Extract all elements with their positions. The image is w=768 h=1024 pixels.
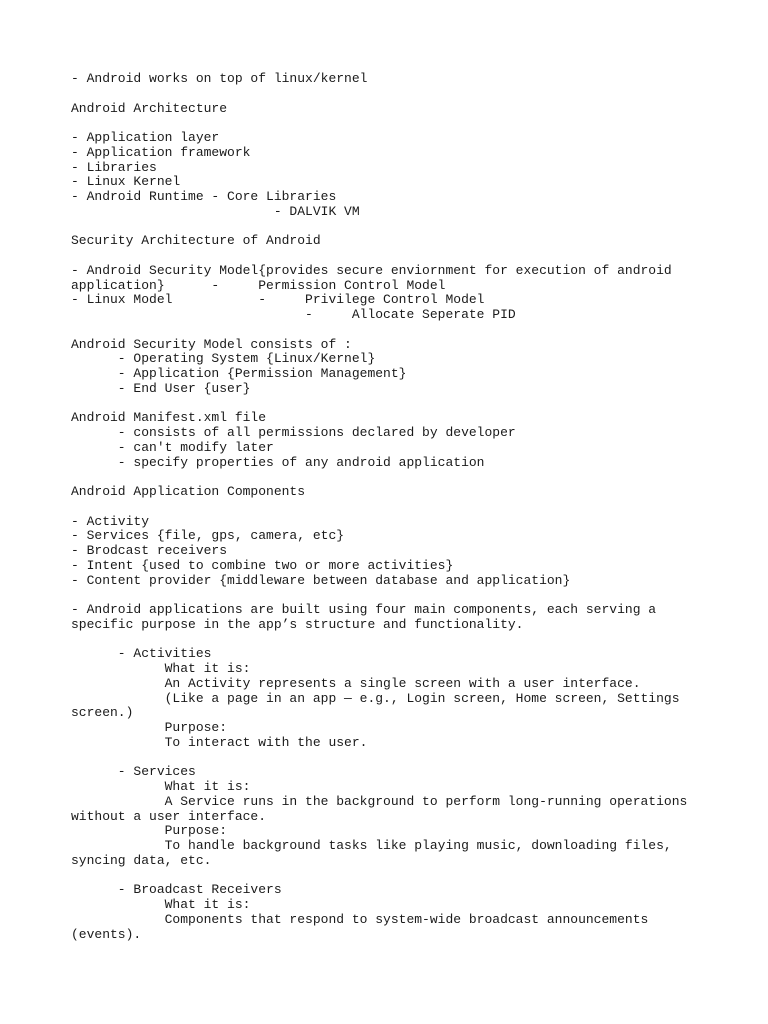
- blank-line: [71, 869, 761, 884]
- text-line: application} - Permission Control Model: [71, 277, 446, 293]
- text-line: - Broadcast Receivers: [71, 882, 282, 898]
- text-line: - specify properties of any android application: [71, 454, 485, 470]
- text-line: - Allocate Seperate PID: [71, 307, 516, 322]
- text-line: - Operating System {Linux/Kernel}: [71, 351, 376, 367]
- text-line: - Content provider {middleware between database and application}: [71, 572, 571, 588]
- blank-line: [71, 220, 761, 235]
- text-line: screen.): [71, 705, 134, 721]
- text-line: - Android Security Model{provides secure enviornment for execution of android: [71, 262, 672, 278]
- blank-line: [71, 87, 761, 102]
- text-line: - Application layer: [71, 130, 220, 145]
- text-line: without a user interface.: [71, 808, 267, 824]
- document-body: [71, 72, 761, 942]
- text-line: A Service runs in the background to perform long-running operations: [71, 793, 688, 809]
- blank-line: [71, 588, 761, 603]
- text-line: - Android applications are built using four main components, each serving a: [71, 602, 657, 617]
- blank-line: [71, 323, 761, 338]
- text-line: - Services: [71, 764, 196, 780]
- text-line: - Linux Kernel: [71, 174, 181, 190]
- text-line: - Intent {used to combine two or more activities}: [71, 557, 454, 573]
- text-line: - can't modify later: [71, 439, 274, 455]
- text-line: - DALVIK VM: [71, 203, 360, 219]
- text-line: An Activity represents a single screen with a user interface.: [71, 675, 641, 691]
- blank-line: [71, 751, 761, 766]
- text-line: - Brodcast receivers: [71, 543, 228, 558]
- blank-line: [71, 116, 761, 131]
- text-line: Android Security Model consists of :: [71, 336, 352, 352]
- text-line: Purpose:: [71, 720, 228, 735]
- text-line: Android Architecture: [71, 100, 228, 116]
- text-line: What it is:: [71, 897, 251, 912]
- text-line: - Application {Permission Management}: [71, 366, 407, 381]
- text-line: - consists of all permissions declared by developer: [71, 425, 516, 440]
- text-line: - Android Runtime - Core Libraries: [71, 189, 337, 204]
- text-line: - Activity: [71, 513, 150, 529]
- text-line: - Android works on top of linux/kernel: [71, 71, 368, 86]
- text-line: - End User {user}: [71, 380, 251, 396]
- text-line: - Libraries: [71, 159, 157, 175]
- text-line: To handle background tasks like playing music, downloading files,: [71, 838, 672, 853]
- text-line: - Application framework: [71, 144, 251, 160]
- text-line: (events).: [71, 926, 142, 942]
- text-line: To interact with the user.: [71, 734, 368, 750]
- text-line: Purpose:: [71, 823, 228, 839]
- text-line: syncing data, etc.: [71, 852, 212, 868]
- text-line: specific purpose in the app’s structure and functionality.: [71, 616, 524, 632]
- text-line: What it is:: [71, 779, 251, 794]
- text-line: - Activities: [71, 646, 212, 662]
- text-line: Android Application Components: [71, 484, 306, 499]
- blank-line: [71, 397, 761, 412]
- blank-line: [71, 249, 761, 264]
- text-line: - Linux Model - Privilege Control Model: [71, 292, 485, 308]
- text-line: Components that respond to system-wide broadcast announcements: [71, 911, 649, 927]
- text-line: Security Architecture of Android: [71, 233, 321, 249]
- text-line: (Like a page in an app — e.g., Login screen, Home screen, Settings: [71, 690, 680, 706]
- text-line: - Services {file, gps, camera, etc}: [71, 528, 345, 544]
- blank-line: [71, 470, 761, 485]
- text-line: Android Manifest.xml file: [71, 410, 267, 426]
- blank-line: [71, 633, 761, 648]
- blank-line: [71, 500, 761, 515]
- text-line: What it is:: [71, 661, 251, 676]
